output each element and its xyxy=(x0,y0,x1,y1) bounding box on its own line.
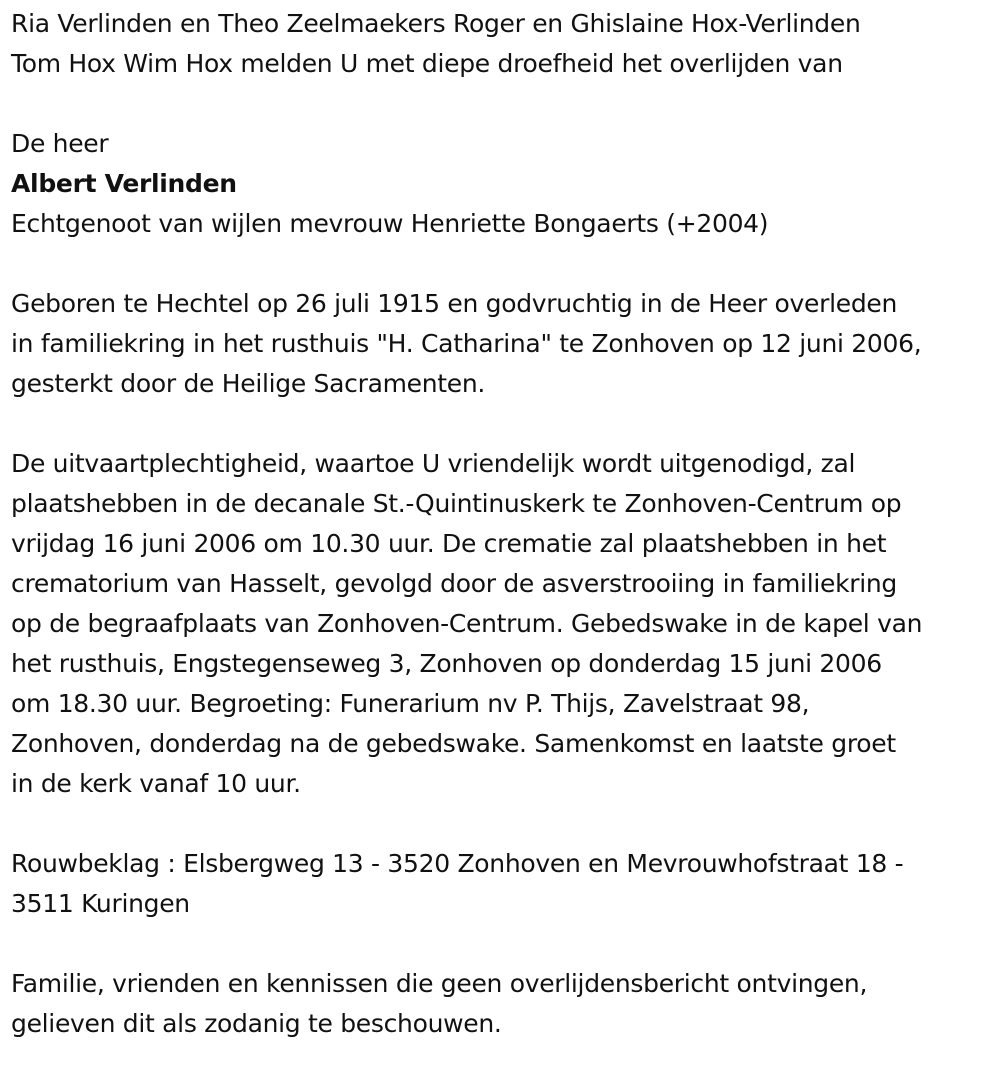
condolences-paragraph xyxy=(11,844,996,924)
closing-paragraph xyxy=(11,964,996,1044)
paragraph-gap xyxy=(11,924,996,964)
funeral-line: crematorium van Hasselt, gevolgd door de asverstrooiing in familiekring xyxy=(11,569,897,598)
paragraph-gap xyxy=(11,84,996,124)
birth-death-line: in familiekring in het rusthuis "H. Catharina" te Zonhoven op 12 juni 2006, xyxy=(11,329,922,358)
funeral-line: op de begraafplaats van Zonhoven-Centrum. Gebedswake in de kapel van xyxy=(11,609,923,638)
announcers-line: Tom Hox Wim Hox melden U met diepe droefheid het overlijden van xyxy=(11,49,843,78)
paragraph-gap xyxy=(11,244,996,284)
funeral-line: De uitvaartplechtigheid, waartoe U vriendelijk wordt uitgenodigd, zal xyxy=(11,449,856,478)
paragraph-gap xyxy=(11,404,996,444)
paragraph-gap xyxy=(11,804,996,844)
birth-death-line: gesterkt door de Heilige Sacramenten. xyxy=(11,369,486,398)
birth-death-line: Geboren te Hechtel op 26 juli 1915 en godvruchtig in de Heer overleden xyxy=(11,289,898,318)
spouse-line: Echtgenoot van wijlen mevrouw Henriette Bongaerts (+2004) xyxy=(11,209,769,238)
birth-death-paragraph xyxy=(11,284,996,404)
death-notice xyxy=(11,4,996,1044)
condolences-line: Rouwbeklag : Elsbergweg 13 - 3520 Zonhoven en Mevrouwhofstraat 18 - xyxy=(11,849,904,878)
funeral-line: vrijdag 16 juni 2006 om 10.30 uur. De crematie zal plaatshebben in het xyxy=(11,529,887,558)
funeral-paragraph xyxy=(11,444,996,804)
deceased-name: Albert Verlinden xyxy=(11,169,237,198)
funeral-line: het rusthuis, Engstegenseweg 3, Zonhoven op donderdag 15 juni 2006 xyxy=(11,649,882,678)
closing-line: gelieven dit als zodanig te beschouwen. xyxy=(11,1009,502,1038)
condolences-line: 3511 Kuringen xyxy=(11,889,190,918)
funeral-line: Zonhoven, donderdag na de gebedswake. Samenkomst en laatste groet xyxy=(11,729,896,758)
announcers-line: Ria Verlinden en Theo Zeelmaekers Roger en Ghislaine Hox-Verlinden xyxy=(11,9,861,38)
funeral-line: om 18.30 uur. Begroeting: Funerarium nv P. Thijs, Zavelstraat 98, xyxy=(11,689,810,718)
funeral-line: in de kerk vanaf 10 uur. xyxy=(11,769,301,798)
announcers-paragraph xyxy=(11,4,996,84)
salutation: De heer xyxy=(11,129,109,158)
closing-line: Familie, vrienden en kennissen die geen overlijdensbericht ontvingen, xyxy=(11,969,868,998)
funeral-line: plaatshebben in de decanale St.-Quintinuskerk te Zonhoven-Centrum op xyxy=(11,489,902,518)
